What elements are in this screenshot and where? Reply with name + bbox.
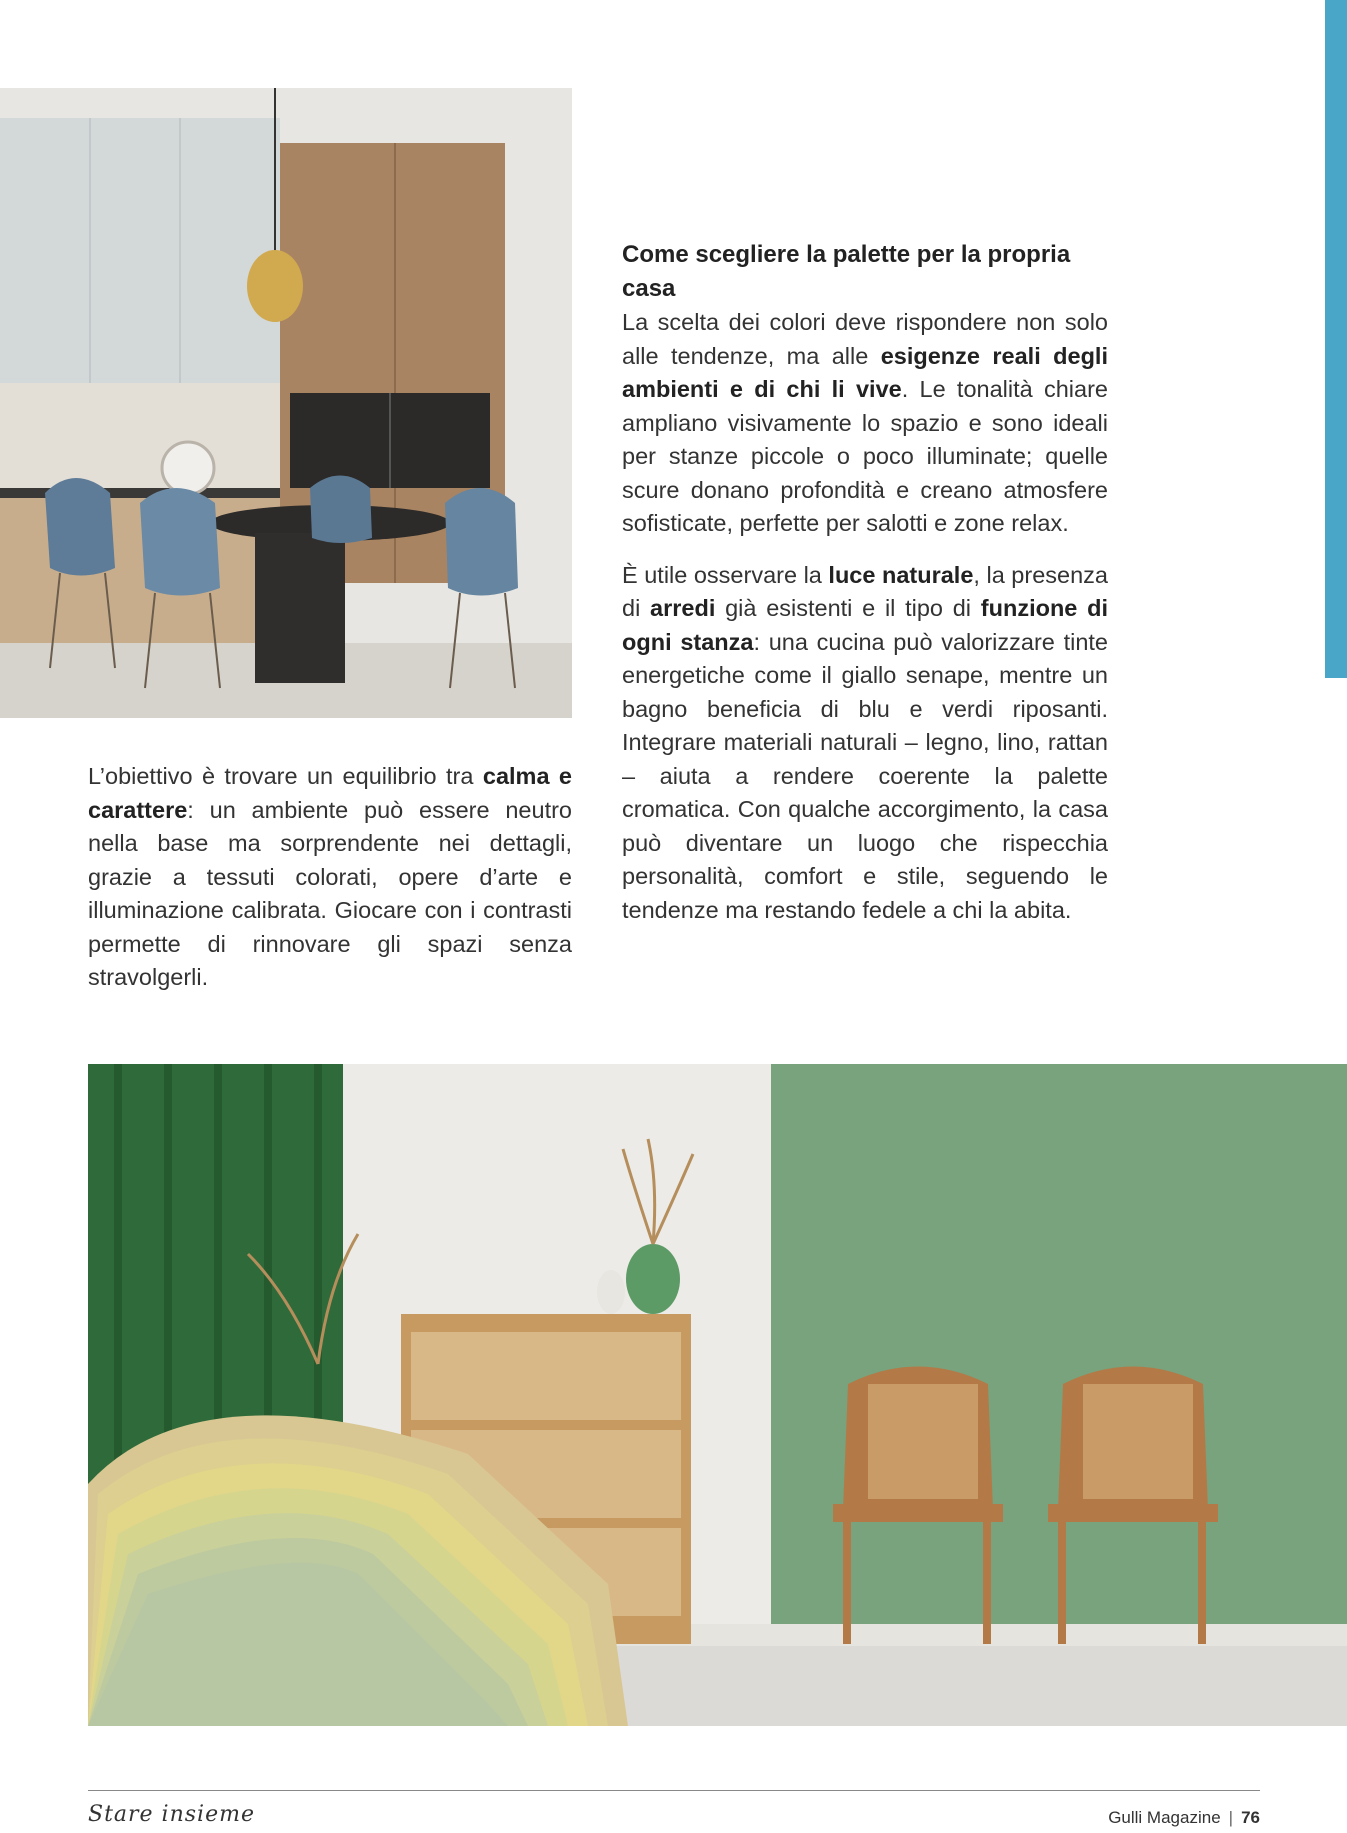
footer-rule — [88, 1790, 1260, 1791]
footer-section-title: Stare insieme — [88, 1802, 255, 1827]
text-run: già esistenti e il tipo di — [715, 595, 981, 621]
section-heading: Come scegliere la palette per la propria casa — [622, 241, 1071, 302]
bold-run: luce naturale — [828, 561, 974, 588]
magazine-name: Gulli Magazine — [1108, 1808, 1221, 1827]
green-room-swatch-photo — [88, 1064, 1347, 1726]
footer-page-info — [1108, 1808, 1260, 1828]
bold-run: calma e carattere — [88, 763, 572, 823]
text-run: L’obiettivo è trovare un equilibrio tra — [88, 763, 483, 789]
left-text-column — [88, 760, 572, 995]
paragraph-balance — [88, 760, 572, 995]
text-run: : un ambiente può essere neutro nella base ma sorprendente nei dettagli, grazie a tessuti colorati, opere d’arte e illuminazione calibrata. Giocare con i contrasti permette di rinnovare gli spazi senza stravolgerli. — [88, 796, 572, 990]
bold-run: arredi — [650, 595, 716, 621]
text-run: . Le tonalità chiare ampliano visivamente lo spazio e sono ideali per stanze piccole o poco illuminate; quelle scure donano profondità e creano atmosfere sofisticate, perfette per salotti e zone relax. — [622, 376, 1108, 536]
paragraph-palette-choice — [622, 306, 1108, 541]
text-run: , la presenza di — [622, 561, 1108, 621]
section-tab-marker — [1325, 0, 1347, 678]
footer-separator: | — [1228, 1808, 1234, 1827]
kitchen-dining-photo — [0, 88, 572, 718]
text-run: È utile osservare la — [622, 561, 829, 588]
right-text-column — [622, 238, 1108, 927]
text-run: La scelta dei colori deve rispondere non solo alle tendenze, ma alle — [622, 309, 1108, 369]
bold-run: esigenze reali degli ambienti e di chi li vive — [622, 342, 1108, 402]
page-number: 76 — [1241, 1808, 1260, 1827]
text-run: : una cucina può valorizzare tinte energetiche come il giallo senape, mentre un bagno beneficia di blu e verdi riposanti. Integrare materiali naturali – legno, lino, rattan – aiuta a rendere coerente la palette cromatica. Con qualche accorgimento, la casa può diventare un luogo che rispecchia personalità, comfort e stile, seguendo le tendenze ma restando fedele a chi la abita. — [622, 628, 1109, 923]
bold-run: funzione di ogni stanza — [622, 595, 1108, 655]
paragraph-natural-light — [622, 559, 1108, 928]
